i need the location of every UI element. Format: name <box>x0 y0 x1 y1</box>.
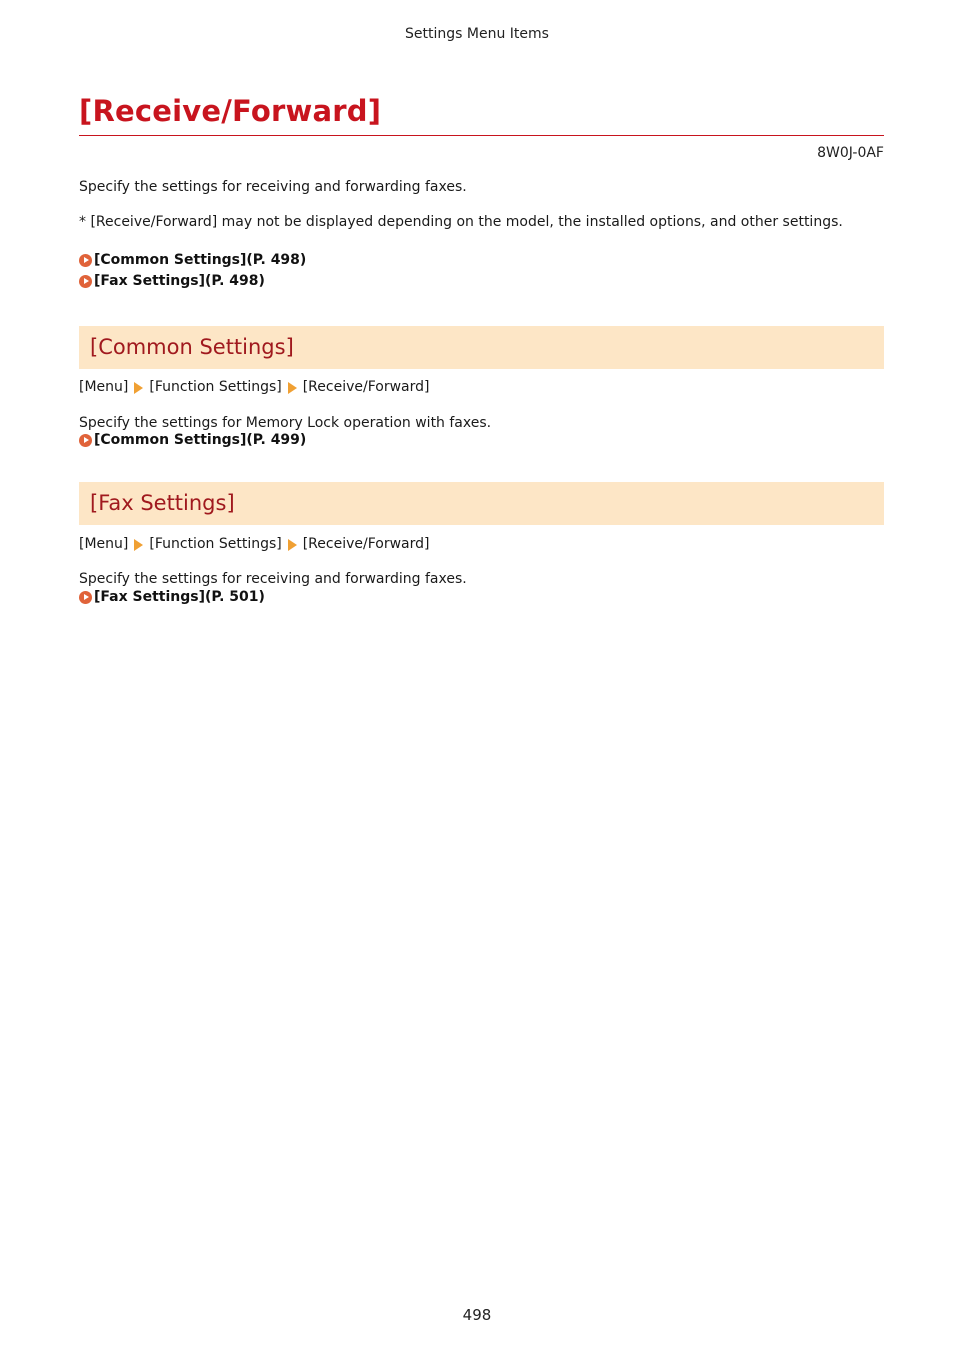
title-divider <box>79 135 884 136</box>
section-fax-settings <box>79 482 884 525</box>
intro-text: Specify the settings for receiving and forwarding faxes. <box>79 179 467 195</box>
section-description: Specify the settings for receiving and forwarding faxes. <box>79 571 467 587</box>
section-heading: [Common Settings] <box>90 335 294 359</box>
link-arrow-icon <box>79 254 92 267</box>
note-text: * [Receive/Forward] may not be displayed depending on the model, the installed options, and other settings. <box>79 214 843 230</box>
path-step: [Function Settings] <box>149 379 282 395</box>
link-fax-settings[interactable] <box>79 273 265 289</box>
link-label: [Fax Settings](P. 498) <box>94 273 265 289</box>
path-step: [Menu] <box>79 536 129 552</box>
document-code: 8W0J-0AF <box>817 145 884 161</box>
link-label: [Common Settings](P. 498) <box>94 252 307 268</box>
section-common-settings <box>79 326 884 369</box>
path-arrow-icon <box>288 539 297 551</box>
link-label: [Common Settings](P. 499) <box>94 432 307 448</box>
page-number: 498 <box>462 1306 492 1324</box>
link-arrow-icon <box>79 275 92 288</box>
path-step: [Menu] <box>79 379 129 395</box>
path-step: [Receive/Forward] <box>302 536 430 552</box>
section-heading: [Fax Settings] <box>90 491 235 515</box>
path-step: [Receive/Forward] <box>302 379 430 395</box>
path-arrow-icon <box>288 382 297 394</box>
path-arrow-icon <box>134 539 143 551</box>
menu-path <box>79 379 429 395</box>
path-arrow-icon <box>134 382 143 394</box>
menu-path <box>79 536 429 552</box>
link-arrow-icon <box>79 591 92 604</box>
page-title: [Receive/Forward] <box>79 94 382 128</box>
link-common-settings[interactable] <box>79 252 306 268</box>
link-fax-settings-detail[interactable] <box>79 589 265 605</box>
link-arrow-icon <box>79 434 92 447</box>
section-description: Specify the settings for Memory Lock operation with faxes. <box>79 415 492 431</box>
link-label: [Fax Settings](P. 501) <box>94 589 265 605</box>
path-step: [Function Settings] <box>149 536 282 552</box>
link-common-settings-detail[interactable] <box>79 432 306 448</box>
running-header: Settings Menu Items <box>405 26 549 42</box>
